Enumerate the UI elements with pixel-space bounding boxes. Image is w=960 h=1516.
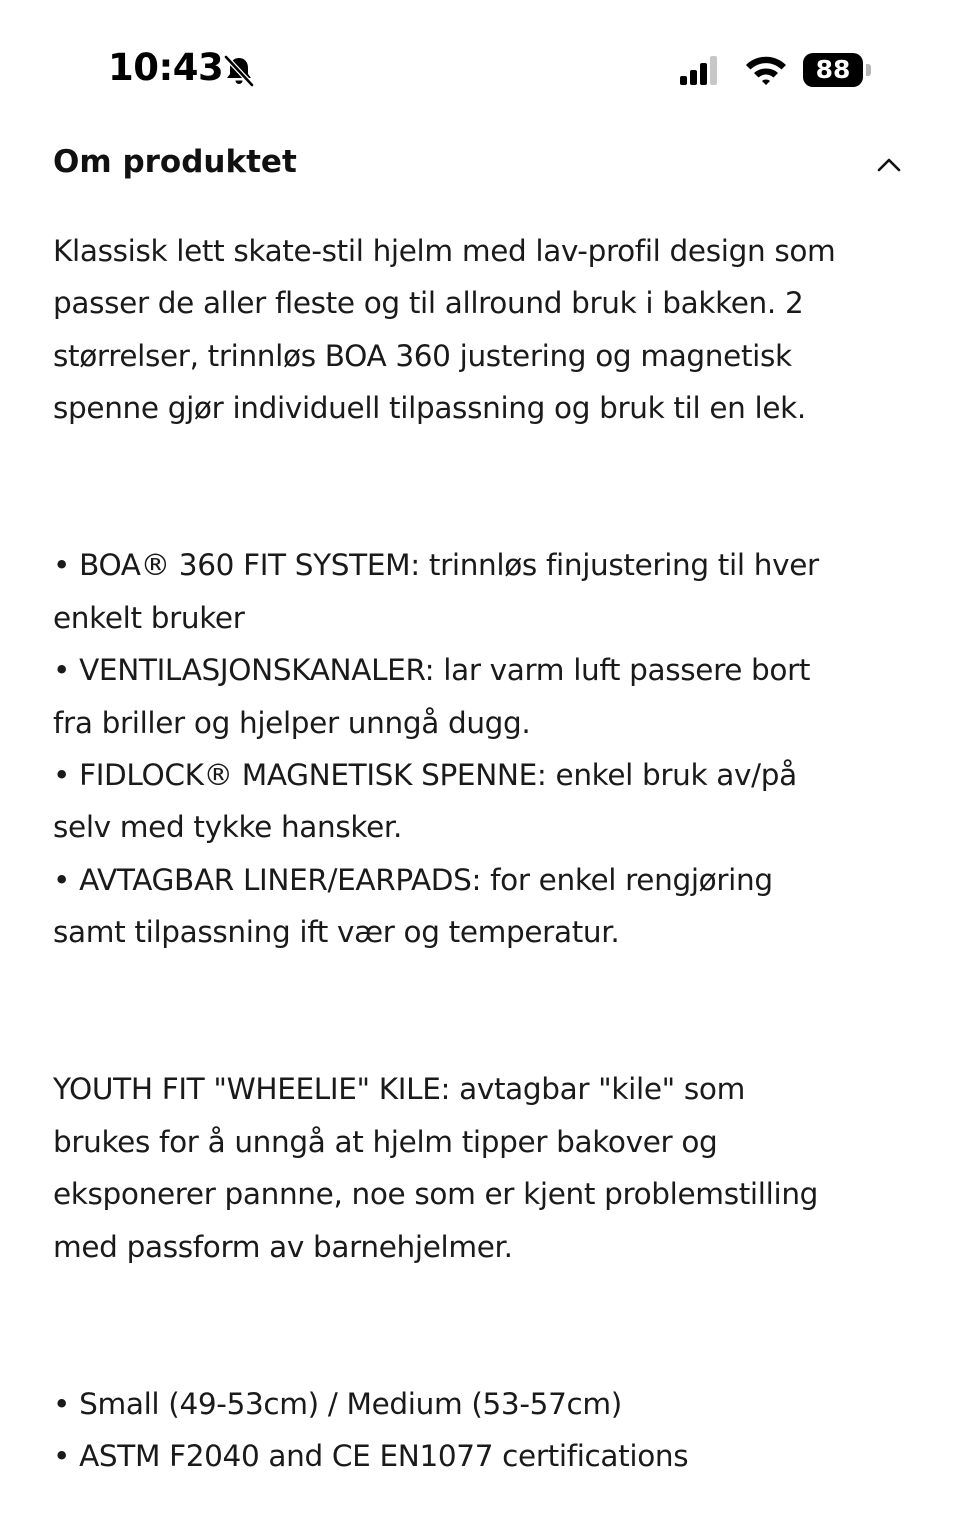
description-line: passer de aller fleste og til allround bruk i bakken. 2	[53, 286, 804, 321]
cellular-signal-icon	[680, 56, 720, 86]
section-header-om-produktet[interactable]	[53, 140, 908, 192]
status-bar	[0, 0, 960, 130]
feature-line: samt tilpassning ift vær og temperatur.	[53, 915, 620, 950]
paragraph-gap	[53, 959, 915, 1064]
youth-fit-paragraph	[53, 1063, 915, 1273]
spec-line: • Small (49-53cm) / Medium (53-57cm)	[53, 1386, 622, 1421]
wifi-icon	[744, 54, 788, 86]
feature-line: fra briller og hjelper unngå dugg.	[53, 705, 531, 740]
description-line: Klassisk lett skate-stil hjelm med lav-profil design som	[53, 234, 836, 268]
spec-line: • ASTM F2040 and CE EN1077 certifications	[53, 1439, 689, 1474]
chevron-up-icon[interactable]	[874, 150, 904, 180]
feature-line: selv med tykke hansker.	[53, 810, 402, 845]
paragraph-gap	[53, 1273, 915, 1378]
youth-fit-line: YOUTH FIT "WHEELIE" KILE: avtagbar "kile" som	[53, 1072, 745, 1107]
description-line: størrelser, trinnløs BOA 360 justering og magnetisk	[53, 338, 792, 373]
feature-line: enkelt bruker	[53, 600, 245, 635]
bell-muted-icon	[222, 54, 256, 88]
paragraph-gap	[53, 435, 915, 540]
feature-line: • BOA® 360 FIT SYSTEM: trinnløs finjustering til hver	[53, 548, 819, 583]
feature-line: • AVTAGBAR LINER/EARPADS: for enkel rengjøring	[53, 862, 773, 897]
battery-level: 88	[803, 53, 863, 87]
section-title: Om produktet	[53, 144, 297, 180]
youth-fit-line: brukes for å unngå at hjelm tipper bakover og	[53, 1124, 718, 1159]
description-paragraph	[53, 225, 915, 435]
specs-list	[53, 1378, 915, 1483]
feature-line: • FIDLOCK® MAGNETISK SPENNE: enkel bruk av/på	[53, 758, 797, 793]
battery-tip	[866, 64, 871, 76]
battery-icon	[803, 53, 871, 87]
description-line: spenne gjør individuell tilpassning og bruk til en lek.	[53, 391, 806, 426]
status-time: 10:43	[108, 46, 224, 89]
feature-line: • VENTILASJONSKANALER: lar varm luft passere bort	[53, 653, 811, 688]
product-description	[53, 225, 915, 1483]
youth-fit-line: med passform av barnehjelmer.	[53, 1229, 513, 1264]
features-list	[53, 539, 915, 958]
youth-fit-line: eksponerer pannne, noe som er kjent problemstilling	[53, 1177, 819, 1212]
